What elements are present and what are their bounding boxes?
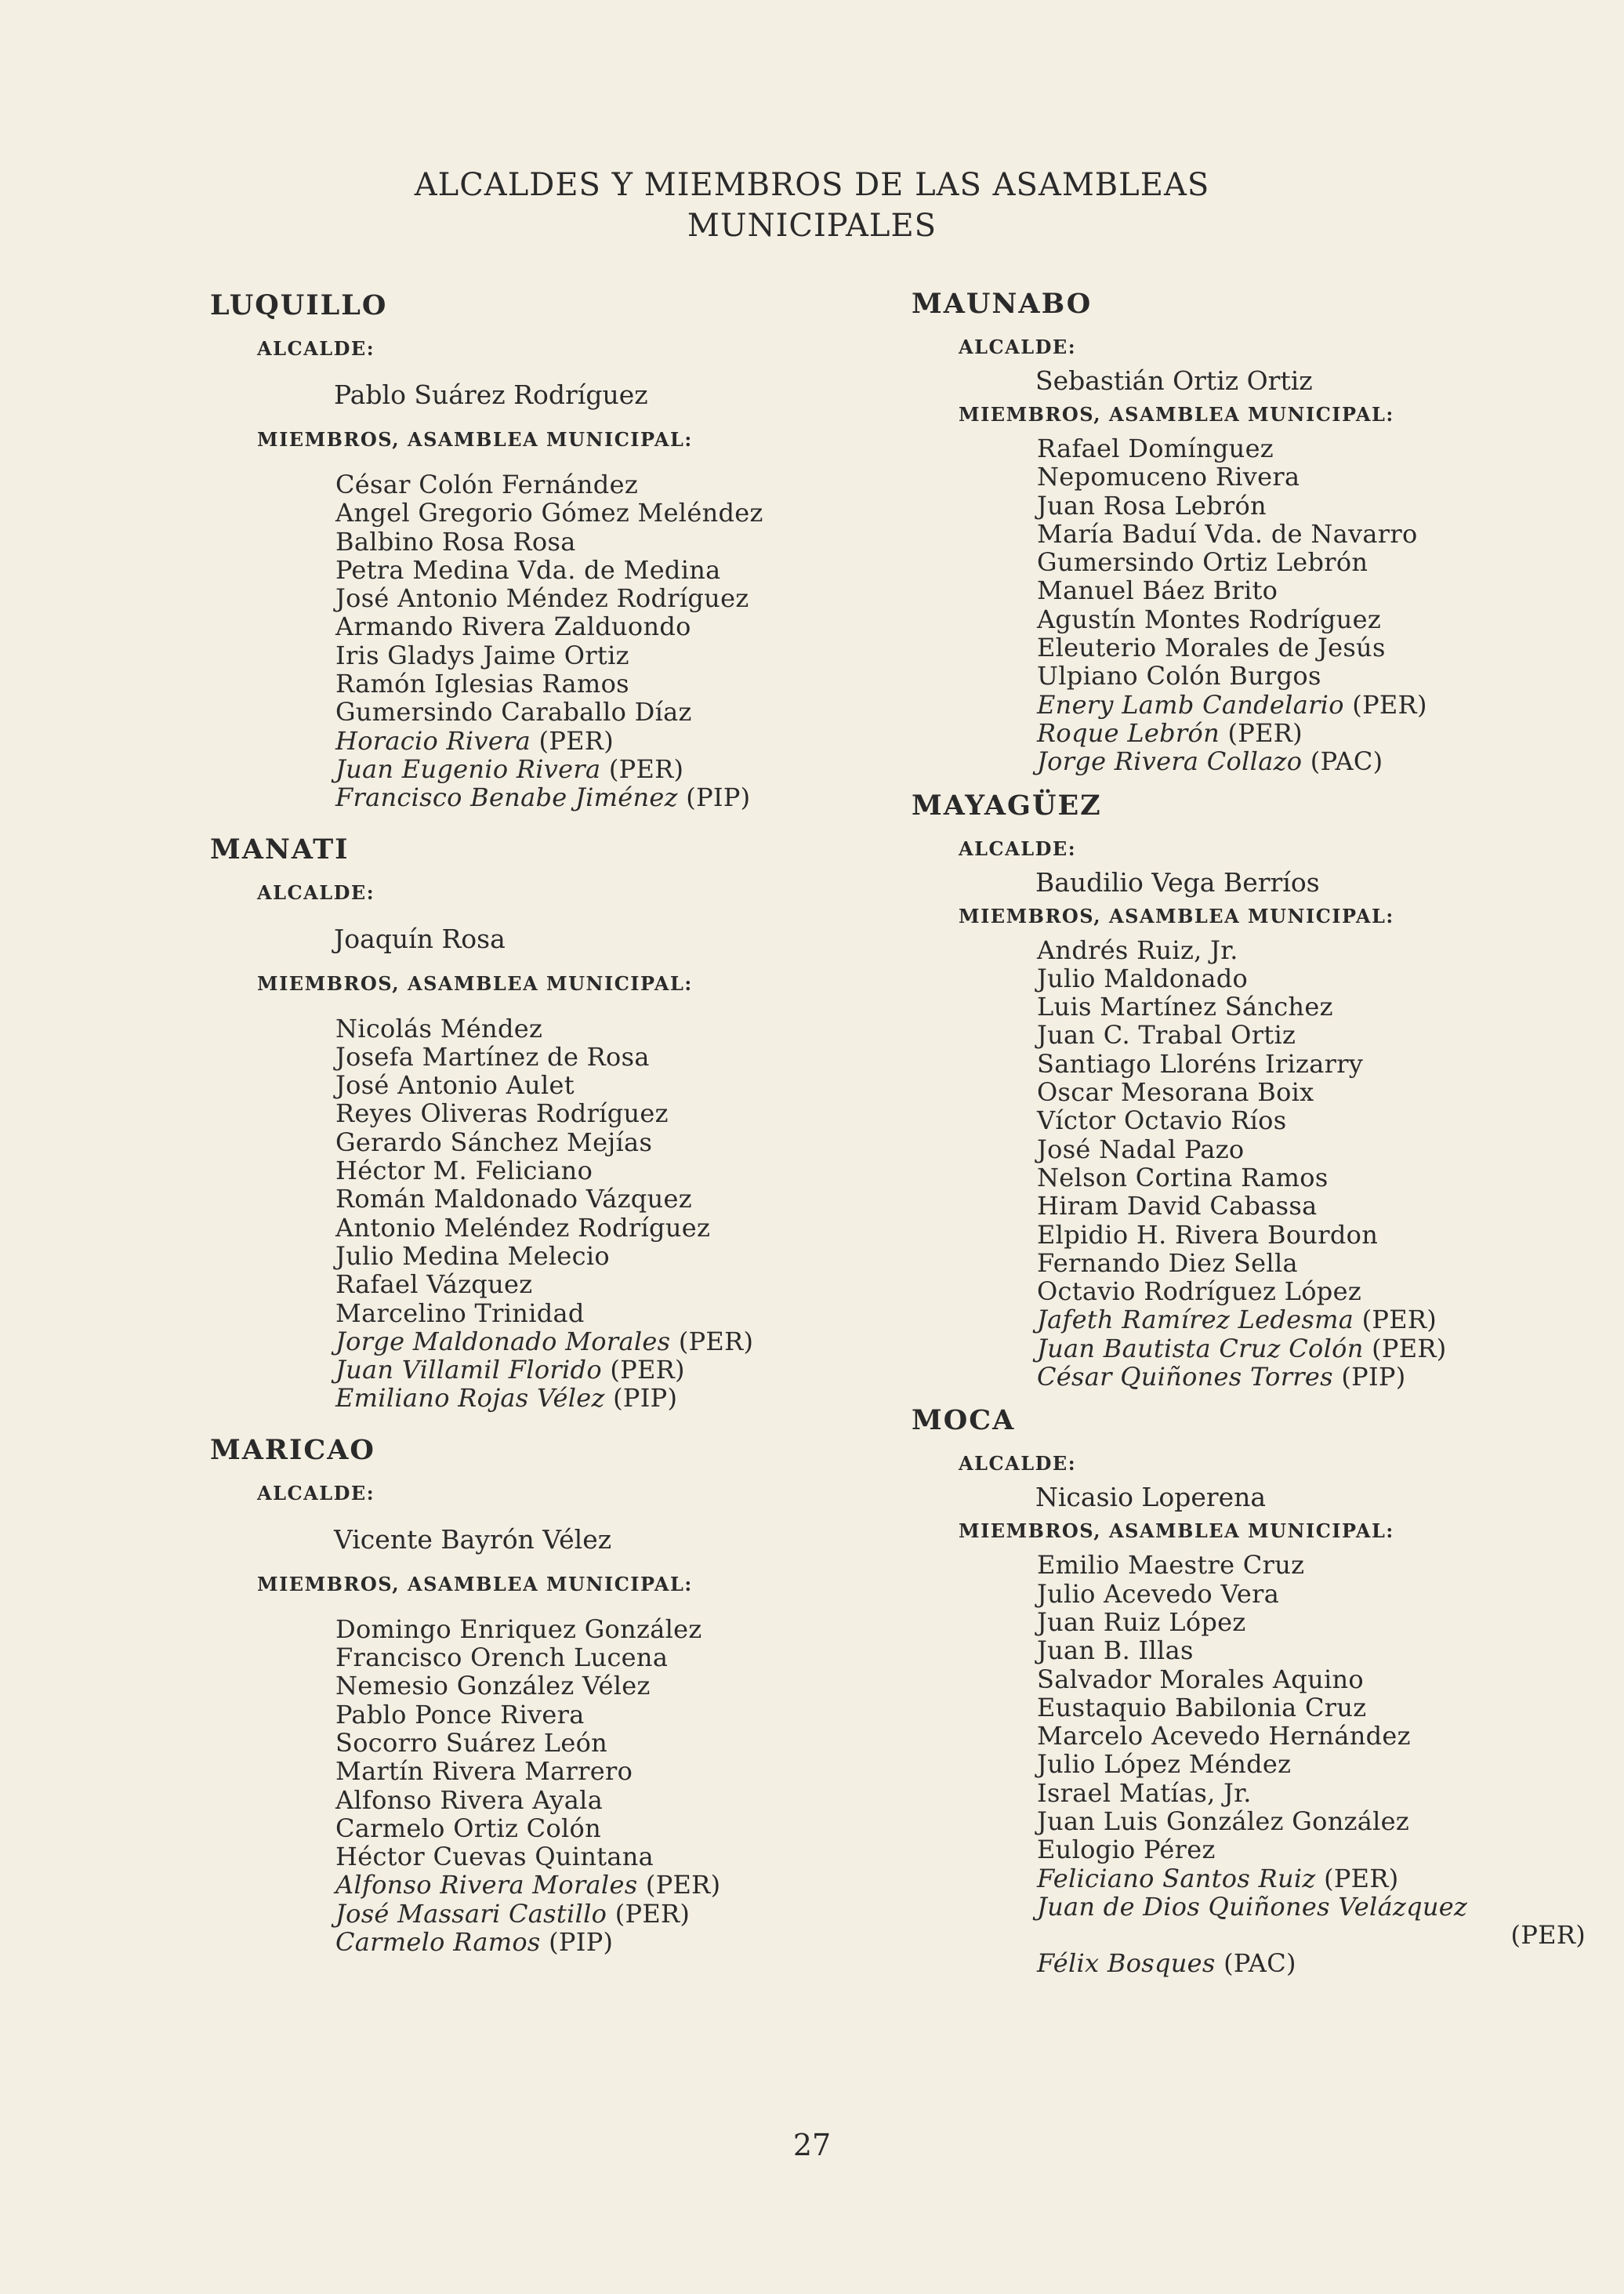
member-row xyxy=(1037,1807,1601,1835)
municipality-name: LUQUILLO xyxy=(210,289,388,321)
member-name: Román Maldonado Vázquez xyxy=(335,1184,692,1214)
member-name: Roque Lebrón xyxy=(1037,717,1220,748)
member-row xyxy=(335,1185,900,1213)
alcalde-name: Nicasio Loperena xyxy=(1035,1482,1267,1513)
member-row xyxy=(1037,1893,1601,1950)
party-tag: (PER) xyxy=(1324,1863,1399,1893)
member-name: Salvador Morales Aquino xyxy=(1037,1664,1364,1694)
member-name: Alfonso Rivera Ayala xyxy=(335,1784,604,1815)
member-name: Juan C. Trabal Ortiz xyxy=(1037,1020,1296,1051)
member-name: Carmelo Ortiz Colón xyxy=(335,1813,602,1843)
member-row xyxy=(1037,964,1601,993)
member-row xyxy=(1037,936,1601,964)
left-column xyxy=(210,287,900,1956)
member-row xyxy=(335,1786,900,1814)
member-row xyxy=(1037,1334,1601,1363)
member-name: Gerardo Sánchez Mejías xyxy=(335,1127,653,1157)
member-name: Oscar Mesorana Boix xyxy=(1037,1077,1314,1108)
member-row xyxy=(1037,662,1601,690)
member-name: Eulogio Pérez xyxy=(1037,1835,1216,1865)
alcalde-name: Vicente Bayrón Vélez xyxy=(334,1523,612,1555)
member-name: Nepomuceno Rivera xyxy=(1037,462,1300,492)
party-tag: (PIP) xyxy=(1341,1362,1406,1392)
member-row xyxy=(335,783,900,811)
member-row xyxy=(1037,1636,1601,1664)
member-row xyxy=(335,670,900,698)
member-name: José Antonio Aulet xyxy=(335,1070,575,1101)
member-row xyxy=(1037,605,1601,633)
member-name: Antonio Meléndez Rodríguez xyxy=(335,1212,711,1243)
member-name: Domingo Enriquez González xyxy=(335,1613,702,1644)
member-name: Rafael Vázquez xyxy=(335,1269,533,1300)
member-name: Feliciano Santos Ruiz xyxy=(1037,1863,1316,1893)
municipality-name: MAYAGÜEZ xyxy=(912,789,1102,822)
member-row xyxy=(1037,1106,1601,1134)
member-row xyxy=(1037,691,1601,719)
member-row xyxy=(335,1900,900,1928)
member-name: Héctor Cuevas Quintana xyxy=(335,1842,654,1872)
member-row xyxy=(335,612,900,641)
member-row xyxy=(335,1643,900,1671)
miembros-label: MIEMBROS, ASAMBLEA MUNICIPAL: xyxy=(959,403,1394,426)
member-name: Emiliano Rojas Vélez xyxy=(335,1383,605,1414)
member-row xyxy=(1037,1750,1601,1778)
alcalde-label: ALCALDE: xyxy=(257,337,375,360)
member-name: Rafael Domínguez xyxy=(1037,434,1274,463)
member-name: Iris Gladys Jaime Ortiz xyxy=(335,640,629,670)
member-name: Agustín Montes Rodríguez xyxy=(1037,604,1381,634)
member-row xyxy=(1037,1722,1601,1750)
miembros-label: MIEMBROS, ASAMBLEA MUNICIPAL: xyxy=(257,971,693,995)
member-row xyxy=(335,584,900,612)
member-name: José Massari Castillo xyxy=(335,1898,607,1929)
member-row xyxy=(1037,1864,1601,1893)
member-row xyxy=(335,1156,900,1185)
member-row xyxy=(1037,576,1601,604)
member-row xyxy=(1037,1078,1601,1106)
member-name: Juan Bautista Cruz Colón xyxy=(1037,1333,1364,1363)
municipality-section xyxy=(912,285,1601,776)
municipality-section xyxy=(912,787,1601,1392)
member-name: Juan B. Illas xyxy=(1037,1635,1194,1666)
member-row xyxy=(1037,548,1601,576)
municipality-section xyxy=(210,831,900,1413)
member-row xyxy=(335,1729,900,1757)
alcalde-label: ALCALDE: xyxy=(257,880,375,904)
alcalde-name: Baudilio Vega Berríos xyxy=(1035,866,1320,898)
page-title-line-2: MUNICIPALES xyxy=(687,208,937,244)
member-row xyxy=(335,1384,900,1412)
member-name: Juan Rosa Lebrón xyxy=(1037,490,1267,521)
member-row xyxy=(335,1270,900,1298)
member-row xyxy=(335,1299,900,1327)
member-name: Nicolás Méndez xyxy=(335,1013,543,1044)
member-row xyxy=(1037,1551,1601,1579)
member-row xyxy=(335,755,900,783)
member-name: Julio Medina Melecio xyxy=(335,1240,610,1271)
party-tag: (PIP) xyxy=(613,1383,678,1414)
member-name: Emilio Maestre Cruz xyxy=(1037,1550,1305,1581)
alcalde-name: Joaquín Rosa xyxy=(334,923,506,954)
member-name: César Quiñones Torres xyxy=(1037,1362,1333,1392)
party-tag: (PER) xyxy=(645,1870,721,1900)
member-name: Félix Bosques xyxy=(1037,1948,1216,1979)
member-row xyxy=(335,1043,900,1071)
alcalde-name: Pablo Suárez Rodríguez xyxy=(334,379,648,410)
member-name: Ramón Iglesias Ramos xyxy=(335,669,629,699)
member-row xyxy=(335,1327,900,1356)
member-row xyxy=(335,698,900,726)
member-row xyxy=(335,528,900,556)
member-row xyxy=(335,1701,900,1729)
member-row xyxy=(335,727,900,755)
member-name: Angel Gregorio Gómez Meléndez xyxy=(335,498,763,528)
miembros-label: MIEMBROS, ASAMBLEA MUNICIPAL: xyxy=(257,428,693,451)
member-row xyxy=(335,1842,900,1871)
member-row xyxy=(1037,1779,1601,1807)
party-tag: (PER) xyxy=(1510,1920,1586,1951)
page-title-line-1: ALCALDES Y MIEMBROS DE LAS ASAMBLEAS xyxy=(414,167,1210,203)
alcalde-label: ALCALDE: xyxy=(959,336,1077,358)
member-name: Pablo Ponce Rivera xyxy=(335,1699,585,1730)
member-name: Eustaquio Babilonia Cruz xyxy=(1037,1692,1367,1722)
member-name: Francisco Benabe Jiménez xyxy=(335,782,678,813)
member-row xyxy=(335,1871,900,1899)
party-tag: (PIP) xyxy=(549,1926,614,1957)
page-number: 27 xyxy=(792,2128,832,2162)
member-name: Manuel Báez Brito xyxy=(1037,575,1278,606)
member-list xyxy=(335,1015,900,1413)
member-row xyxy=(335,1757,900,1785)
right-column xyxy=(912,285,1601,1978)
member-name: María Baduí Vda. de Navarro xyxy=(1037,518,1418,549)
member-name: Jafeth Ramírez Ledesma xyxy=(1037,1305,1354,1335)
member-name: Juan Ruiz López xyxy=(1037,1606,1246,1637)
party-tag: (PER) xyxy=(538,725,614,756)
member-row xyxy=(1037,434,1601,463)
member-row xyxy=(1037,463,1601,491)
miembros-label: MIEMBROS, ASAMBLEA MUNICIPAL: xyxy=(257,1572,693,1595)
member-name: Víctor Octavio Ríos xyxy=(1037,1105,1287,1136)
member-row xyxy=(1037,1163,1601,1192)
member-name: Israel Matías, Jr. xyxy=(1037,1777,1252,1808)
member-row xyxy=(1037,1021,1601,1049)
member-name: Gumersindo Caraballo Díaz xyxy=(335,697,692,728)
member-name: Juan de Dios Quiñones Velázquez xyxy=(1037,1891,1468,1922)
member-name: Juan Villamil Florido xyxy=(335,1355,602,1385)
member-list xyxy=(1037,434,1601,776)
member-row xyxy=(1037,1305,1601,1334)
member-name: Gumersindo Ortiz Lebrón xyxy=(1037,547,1368,578)
member-name: Héctor M. Feliciano xyxy=(335,1156,593,1186)
member-row xyxy=(335,1615,900,1643)
member-name: Nelson Cortina Ramos xyxy=(1037,1162,1329,1192)
member-name: José Antonio Méndez Rodríguez xyxy=(335,583,749,614)
alcalde-label: ALCALDE: xyxy=(959,837,1077,860)
miembros-label: MIEMBROS, ASAMBLEA MUNICIPAL: xyxy=(959,1519,1394,1543)
alcalde-label: ALCALDE: xyxy=(959,1452,1077,1475)
member-name: Enery Lamb Candelario xyxy=(1037,689,1344,720)
member-row xyxy=(1037,719,1601,747)
member-row xyxy=(1037,993,1601,1021)
member-row xyxy=(1037,747,1601,775)
alcalde-name: Sebastián Ortiz Ortiz xyxy=(1035,365,1313,396)
member-name: Marcelo Acevedo Hernández xyxy=(1037,1721,1411,1751)
member-row xyxy=(335,1242,900,1270)
member-name: Andrés Ruiz, Jr. xyxy=(1037,935,1238,965)
member-name: Julio Acevedo Vera xyxy=(1037,1578,1280,1609)
municipality-section xyxy=(912,1402,1601,1977)
member-row xyxy=(1037,520,1601,548)
member-row xyxy=(335,1671,900,1700)
member-name: Carmelo Ramos xyxy=(335,1926,541,1957)
member-name: Octavio Rodríguez López xyxy=(1037,1276,1361,1307)
member-row xyxy=(335,641,900,670)
member-row xyxy=(1037,1135,1601,1163)
member-name: Marcelino Trinidad xyxy=(335,1298,585,1328)
member-name: Hiram David Cabassa xyxy=(1037,1191,1318,1221)
member-name: Nemesio González Vélez xyxy=(335,1671,651,1701)
party-tag: (PER) xyxy=(610,1355,685,1385)
member-row xyxy=(335,499,900,527)
member-name: Alfonso Rivera Morales xyxy=(335,1870,638,1900)
member-row xyxy=(1037,633,1601,662)
member-row xyxy=(1037,492,1601,520)
miembros-label: MIEMBROS, ASAMBLEA MUNICIPAL: xyxy=(959,904,1394,927)
municipality-name: MARICAO xyxy=(210,1433,375,1466)
member-name: Fernando Diez Sella xyxy=(1037,1247,1298,1278)
member-row xyxy=(335,1928,900,1956)
member-name: Petra Medina Vda. de Medina xyxy=(335,554,721,585)
member-row xyxy=(335,1356,900,1384)
municipality-section xyxy=(210,1432,900,1957)
member-name: Jorge Maldonado Morales xyxy=(335,1326,671,1356)
member-name: José Nadal Pazo xyxy=(1037,1134,1245,1164)
party-tag: (PER) xyxy=(1372,1333,1447,1363)
member-row xyxy=(1037,1192,1601,1220)
member-row xyxy=(1037,1949,1601,1977)
member-row xyxy=(1037,1249,1601,1277)
member-name: Reyes Oliveras Rodríguez xyxy=(335,1098,669,1129)
member-row xyxy=(335,1015,900,1043)
member-row xyxy=(1037,1693,1601,1722)
member-name: Santiago Lloréns Irizarry xyxy=(1037,1048,1364,1079)
member-list xyxy=(335,470,900,812)
member-name: Horacio Rivera xyxy=(335,725,531,756)
member-row xyxy=(335,1071,900,1099)
member-row xyxy=(1037,1665,1601,1693)
party-tag: (PER) xyxy=(614,1898,691,1929)
member-name: Balbino Rosa Rosa xyxy=(335,526,576,557)
party-tag: (PER) xyxy=(1352,689,1427,720)
member-row xyxy=(335,470,900,499)
member-row xyxy=(1037,1221,1601,1249)
member-list xyxy=(1037,936,1601,1392)
member-name: Armando Rivera Zalduondo xyxy=(335,612,691,642)
member-row xyxy=(335,556,900,584)
member-name: Ulpiano Colón Burgos xyxy=(1037,661,1321,691)
party-tag: (PIP) xyxy=(686,782,751,813)
municipality-section xyxy=(210,287,900,812)
member-name: Luis Martínez Sánchez xyxy=(1037,992,1333,1022)
party-tag: (PAC) xyxy=(1223,1948,1296,1979)
member-name: Elpidio H. Rivera Bourdon xyxy=(1037,1219,1379,1250)
member-row xyxy=(1037,1277,1601,1305)
member-name: Martín Rivera Marrero xyxy=(335,1756,633,1787)
member-name: Eleuterio Morales de Jesús xyxy=(1037,633,1386,663)
member-name: Julio Maldonado xyxy=(1037,963,1249,993)
party-tag: (PER) xyxy=(608,753,684,784)
member-row xyxy=(1037,1835,1601,1864)
member-list xyxy=(335,1615,900,1957)
member-row xyxy=(335,1128,900,1156)
party-tag: (PER) xyxy=(1361,1305,1437,1335)
municipality-name: MOCA xyxy=(912,1404,1016,1437)
member-name: Jorge Rivera Collazo xyxy=(1037,746,1303,777)
member-row xyxy=(1037,1608,1601,1636)
party-tag: (PER) xyxy=(678,1326,754,1356)
member-name: Juan Luis González González xyxy=(1037,1806,1410,1836)
alcalde-label: ALCALDE: xyxy=(257,1481,375,1505)
member-row xyxy=(1037,1050,1601,1078)
member-name: Josefa Martínez de Rosa xyxy=(335,1041,650,1072)
member-name: Juan Eugenio Rivera xyxy=(335,753,601,784)
member-row xyxy=(335,1099,900,1127)
municipality-name: MAUNABO xyxy=(912,288,1093,320)
member-list xyxy=(1037,1551,1601,1977)
municipality-name: MANATI xyxy=(210,833,350,866)
member-row xyxy=(1037,1363,1601,1391)
member-row xyxy=(335,1814,900,1842)
party-tag: (PAC) xyxy=(1310,746,1383,777)
member-name: Julio López Méndez xyxy=(1037,1749,1292,1780)
party-tag: (PER) xyxy=(1227,717,1303,748)
member-row xyxy=(335,1214,900,1242)
member-name: Socorro Suárez León xyxy=(335,1727,608,1758)
member-name: Francisco Orench Lucena xyxy=(335,1642,669,1673)
member-name: César Colón Fernández xyxy=(335,470,638,499)
member-row xyxy=(1037,1580,1601,1608)
